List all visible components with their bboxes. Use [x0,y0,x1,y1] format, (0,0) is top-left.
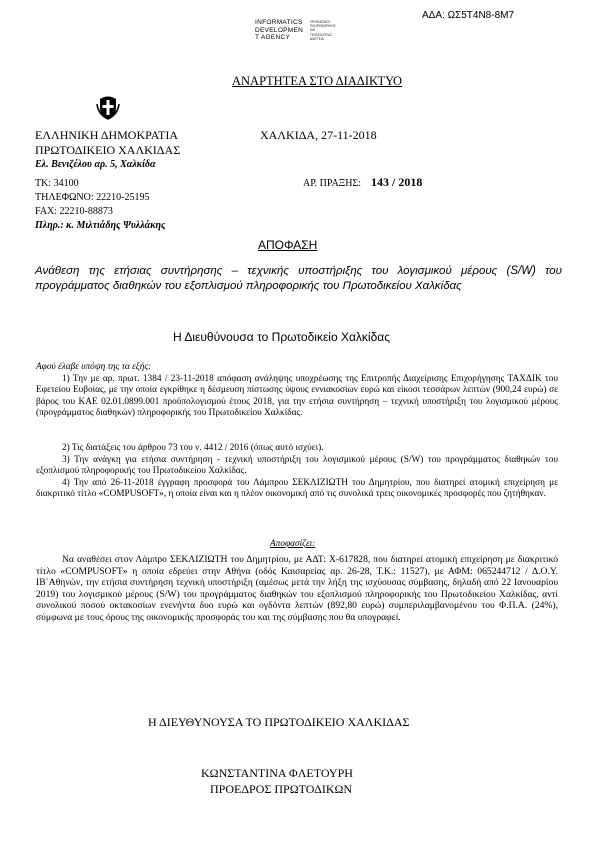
logo-small-text [310,20,336,41]
ada-code: ΑΔΑ: ΩΣ5Τ4Ν8-8Μ7 [422,10,515,21]
logo-small-line: ΠΛΗΡΟΦΟΡΙΚΗΣ [310,24,336,29]
logo-small-line: ΤΕΧΝΟΛΟΓΙΑΣ [310,32,333,37]
consideration-item-3: 3) Την ανάγκη για ετήσια συντήρηση - τεχνική υποστήριξη του λογισμικού μέρους (S/W) του προγράμματος διαθηκών του εξοπλισμού πληροφορικής του Πρωτοδικείου Χαλκίδας. [36,455,558,477]
decision-subject: Ανάθεση της ετήσιας συντήρησης – τεχνικής υποστήριξης του λογισμικού μέρους (S/W) του προγράμματος διαθηκών του εξοπλισμού πληροφορικής του Πρωτοδικείου Χαλκίδας [35,265,562,292]
signer-name: ΚΩΝΣΤΑΝΤΙΝΑ ΦΛΕΤΟΥΡΗ [201,766,353,780]
signer-title: ΠΡΟΕΔΡΟΣ ΠΡΩΤΟΔΙΚΩΝ [210,782,353,796]
protocol-number: 143 / 2018 [371,175,423,189]
greek-emblem-icon [96,94,120,120]
decides-heading: Αποφασίζει: [270,539,316,549]
court-label: ΠΡΩΤΟΔΙΚΕΙΟ ΧΑΛΚΙΔΑΣ [35,143,181,157]
contact-person: Πληρ.: κ. Μιλτιάδης Ψυλλάκης [35,220,166,231]
republic-label: ΕΛΛΗΝΙΚΗ ΔΗΜΟΚΡΑΤΙΑ [35,128,179,142]
informatics-agency-logo [255,19,303,42]
decision-text: Να αναθέσει στον Λάμπρο ΣΕΚΛΙΖΙΩΤΗ του Δημητρίου, με ΑΔΤ: Χ-617828, που διατηρεί ατομική επιχείρηση με διακριτικό τίτλο «COMPUSOFT» η οποία εδρεύει στην Αθήνα (οδός Καισαρείας αρ. 26-28, Τ.Κ.: 11527), με ΑΦΜ: 065244712 / Δ.Ο.Υ. ΙΒ΄Αθηνών, την ετήσια συντήρηση τεχνική υποστήριξη (αμέσως μετά την λήξη της ισχύουσας σύμβασης, δηλαδή από 22 Ιανουαρίου 2019) του λογισμικού μέρους (S/W) του προγράμματος διαθηκών του εξοπλισμού πληροφορικής του Πρωτοδικείου Χαλκίδας, αντί συνολικού ποσού οκτακοσίων ενενήντα δυο ευρώ και ογδόντα λεπτών (892,80 ευρώ) συμπεριλαμβανομένου του Φ.Π.Α. (24%), σύμφωνα με τους όρους της οικονομικής προσφοράς του και της σύμβασης που θα υπογραφεί. [36,554,558,623]
logo-small-line: ΟΡΓΑΝΙΣΜΟΣ [310,20,331,24]
postal-code: ΤΚ: 34100 [35,178,79,189]
decision-title: ΑΠΟΦΑΣΗ [258,238,318,252]
considering-intro: Αφού έλαβε υπόψη της τα εξής: [36,362,152,372]
court-address: Ελ. Βενιζέλου αρ. 5, Χαλκίδα [35,159,156,170]
logo-small-line: ΚΑΙ [310,28,316,33]
phone-number: ΤΗΛΕΦΩΝΟ: 22210-25195 [35,192,150,203]
closing-heading: Η ΔΙΕΥΘΥΝΟΥΣΑ ΤΟ ΠΡΩΤΟΔΙΚΕΙΟ ΧΑΛΚΙΔΑΣ [148,715,410,729]
logo-line-1: INFORMATICS [255,19,303,26]
protocol-label: ΑΡ. ΠΡΑΞΗΣ: [303,178,362,189]
logo-small-line: ΔΙΑΥΓΕΙΑ [310,36,324,41]
logo-line-2: DEVELOPMEN [255,26,304,34]
posting-header: ΑΝΑΡΤΗΤΕΑ ΣΤΟ ΔΙΑΔΙΚΤΥΟ [232,74,403,88]
document-date: ΧΑΛΚΙΔΑ, 27-11-2018 [260,128,377,142]
logo-line-3: T AGENCY [255,34,291,41]
consideration-item-2: 2) Τις διατάξεις του άρθρου 73 του ν. 4412 / 2016 (όπως αυτό ισχύει). [62,443,324,453]
fax-number: FAX: 22210-88873 [35,206,113,217]
consideration-item-4: 4) Την από 26-11-2018 έγγραφη προσφορά του Λάμπρου ΣΕΚΛΙΖΙΩΤΗ του Δημητρίου, που διατηρεί ατομική επιχείρηση με διακριτικό τίτλο «COMPUSOFT», η οποία είναι και η πλέον οικονομική από τις συνολικά τρεις οικονομικές προσφορές που ζητήθηκαν. [36,478,558,500]
director-heading: Η Διευθύνουσα το Πρωτοδικείο Χαλκίδας [173,330,390,344]
consideration-item-1: 1) Την με αρ. πρωτ. 1384 / 23-11-2018 απόφαση ανάληψης υποχρέωσης της Επιτροπής Διαχείρισης Επιχορήγησης ΤΑΧΔΙΚ του Εφετείου Ευβοίας, με την οποία εγκρίθηκε η δέσμευση πίστωσης ύψους εννιακοσίων ευρώ και είκοσι τεσσάρων λεπτών (900,24 ευρώ) σε βάρος του ΚΑΕ 02.01.0899.001 προϋπολογισμού έτους 2018, για την ετήσια συντήρηση – τεχνική υποστήριξη του λογισμικού μέρους (προγράμματος διαθηκών) πληροφορικής του Πρωτοδικείου Χαλκίδας. [36,374,558,419]
